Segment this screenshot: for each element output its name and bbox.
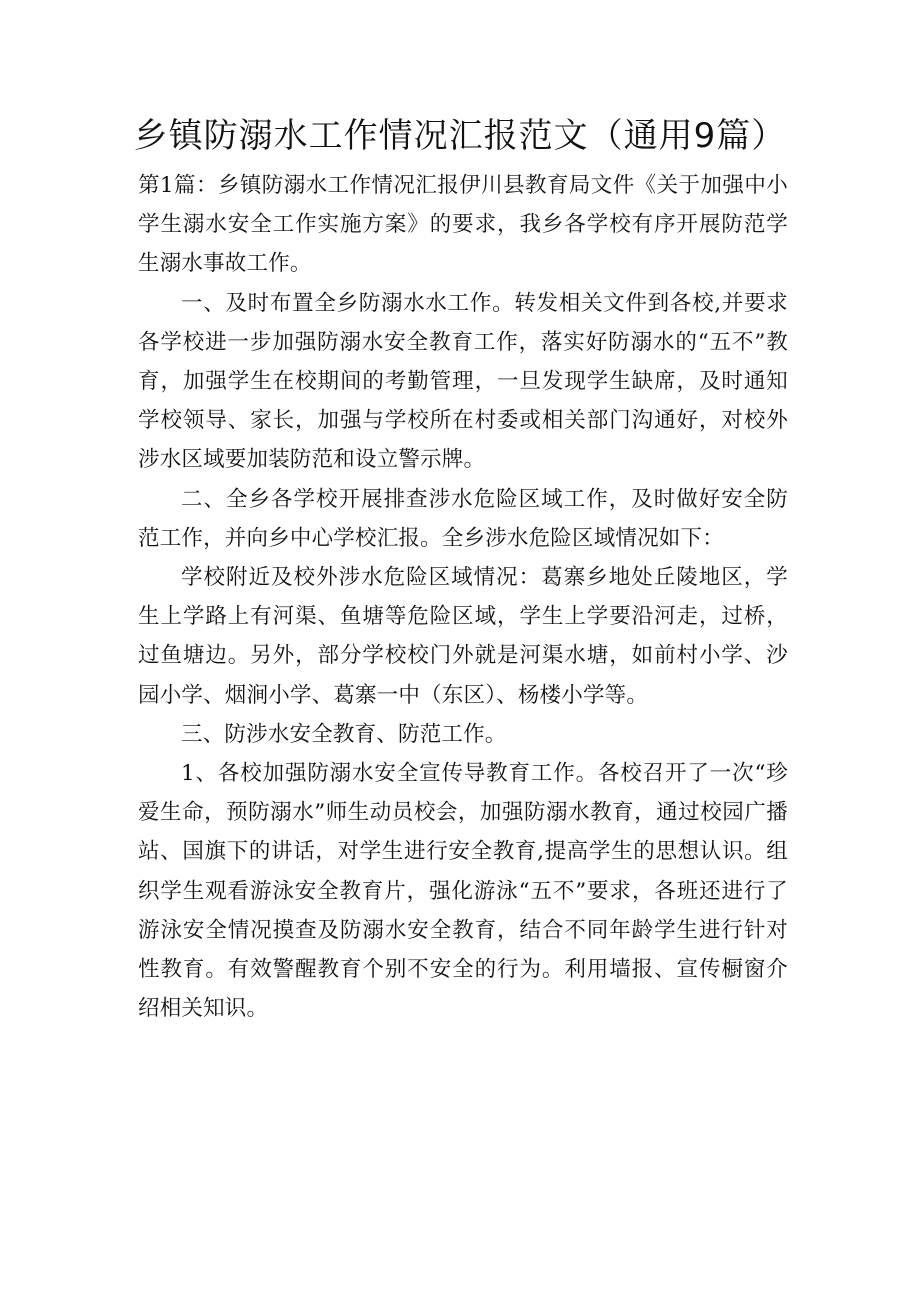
paragraph-section-2: 二、全乡各学校开展排查涉水危险区域工作，及时做好安全防范工作，并向乡中心学校汇报。全乡涉水危险区域情况如下： (138, 486, 788, 551)
paragraph-danger-areas: 学校附近及校外涉水危险区域情况：葛寨乡地处丘陵地区，学生上学路上有河渠、鱼塘等危险区域，学生上学要沿河走，过桥，过鱼塘边。另外，部分学校校门外就是河渠水塘，如前村小学、沙园小学、烟涧小学、葛寨一中（东区）、杨楼小学等。 (138, 565, 788, 708)
paragraph-intro: 第1篇：乡镇防溺水工作情况汇报伊川县教育局文件《关于加强中小学生溺水安全工作实施方案》的要求，我乡各学校有序开展防范学生溺水事故工作。 (138, 173, 788, 277)
document-title: 乡镇防溺水工作情况汇报范文（通用9篇） (133, 116, 787, 156)
paragraph-section-3: 三、防涉水安全教育、防范工作。 (181, 721, 507, 747)
paragraph-item-1: 1、各校加强防溺水安全宣传导教育工作。各校召开了一次“珍爱生命，预防溺水”师生动员校会，加强防溺水教育，通过校园广播站、国旗下的讲话，对学生进行安全教育,提高学生的思想认识。组织学生观看游泳安全教育片，强化游泳“五不”要求，各班还进行了游泳安全情况摸查及防溺水安全教育，结合不同年龄学生进行针对性教育。有效警醒教育个别不安全的行为。利用墙报、宣传橱窗介绍相关知识。 (138, 761, 788, 1022)
document-body (138, 166, 788, 1028)
paragraph-section-1: 一、及时布置全乡防溺水水工作。转发相关文件到各校,并要求各学校进一步加强防溺水安全教育工作，落实好防溺水的“五不”教育，加强学生在校期间的考勤管理，一旦发现学生缺席，及时通知学校领导、家长，加强与学校所在村委或相关部门沟通好，对校外涉水区域要加装防范和设立警示牌。 (138, 290, 788, 473)
